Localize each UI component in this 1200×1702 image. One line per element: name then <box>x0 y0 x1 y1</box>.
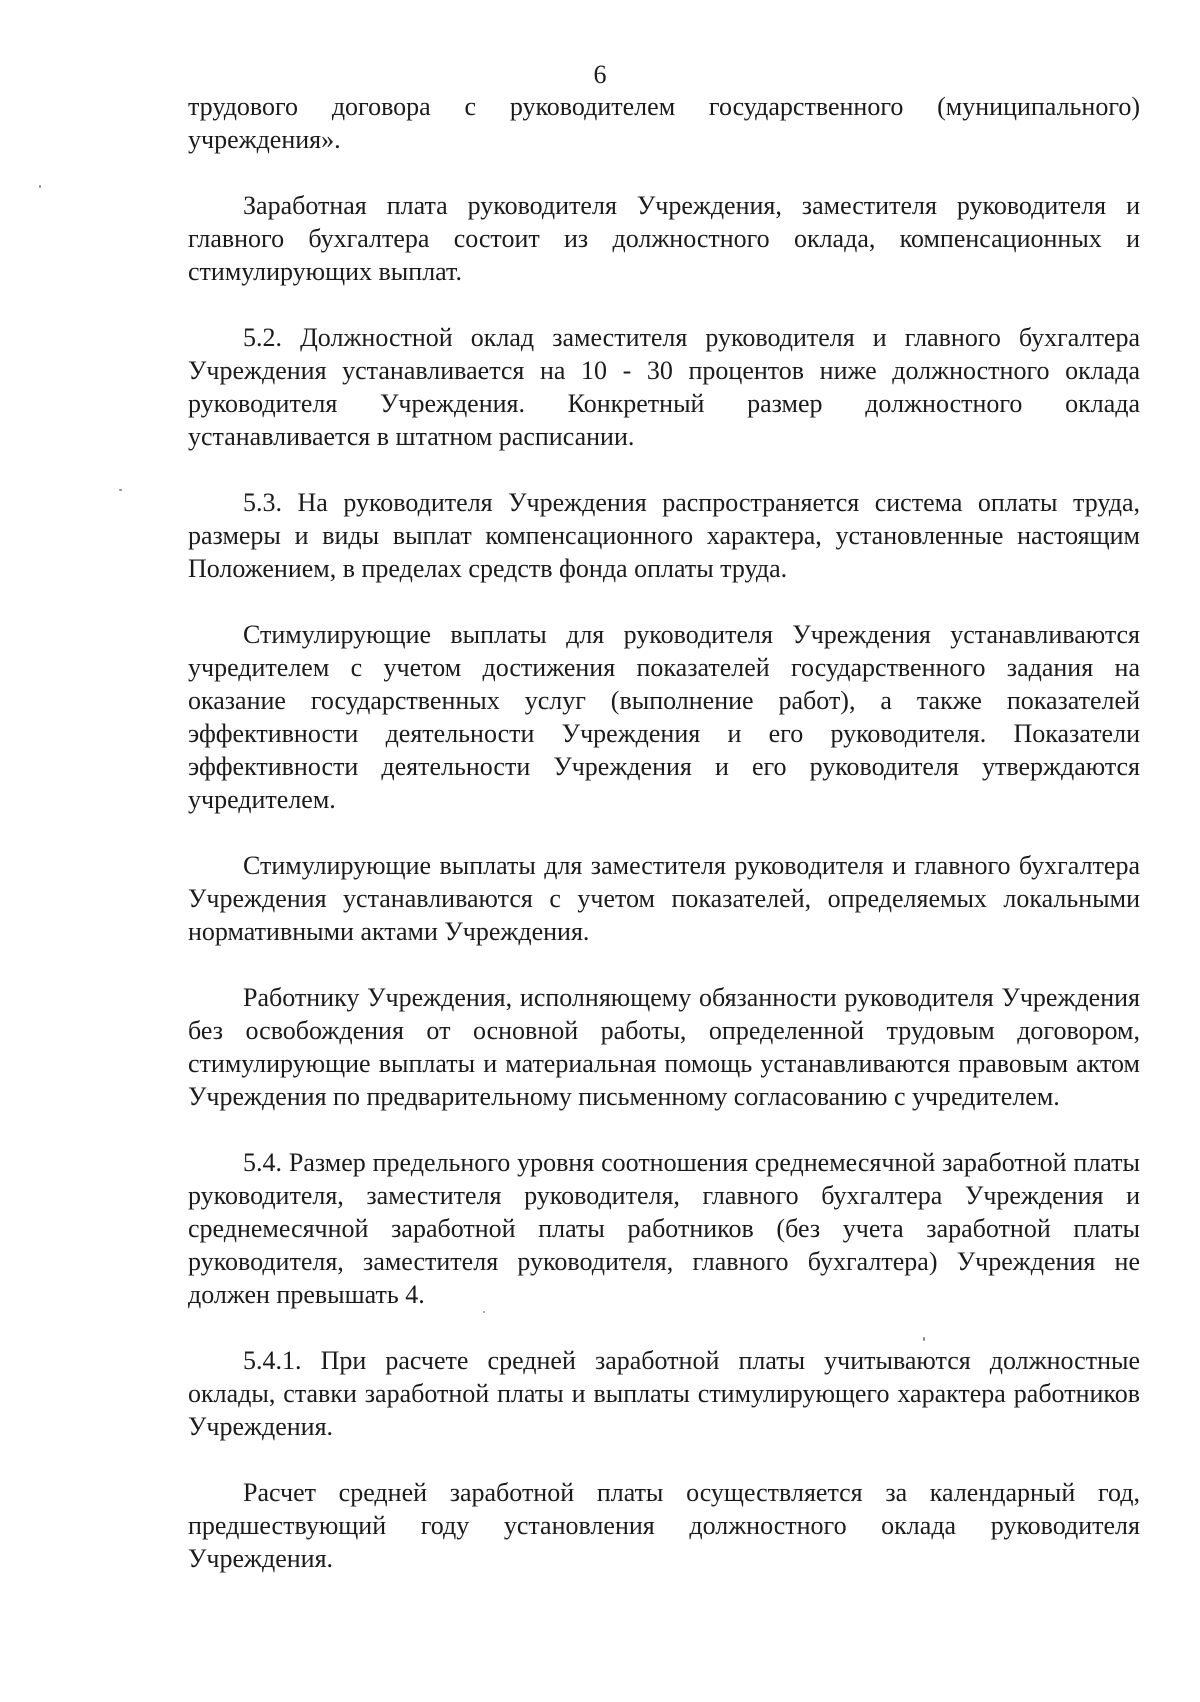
scan-artifact <box>483 1311 485 1313</box>
scan-artifact <box>119 489 122 491</box>
paragraph-5-4-1: 5.4.1. При расчете средней заработной платы учитываются должностные оклады, ставки заработной платы и выплаты стимулирующего характера работников Учреждения. <box>188 1346 1140 1441</box>
paragraph-5-2: 5.2. Должностной оклад заместителя руководителя и главного бухгалтера Учреждения устанавливается на 10 - 30 процентов ниже должностного оклада руководителя Учреждения. Конкретный размер должностного оклада устанавливается в штатном расписании. <box>188 323 1140 451</box>
document-body <box>188 90 1140 1575</box>
paragraph-deputy-incentives: Стимулирующие выплаты для заместителя руководителя и главного бухгалтера Учреждения устанавливаются с учетом показателей, определяемых локальными нормативными актами Учреждения. <box>188 851 1140 946</box>
paragraph-head-incentives: Стимулирующие выплаты для руководителя Учреждения устанавливаются учредителем с учетом достижения показателей государственного задания на оказание государственных услуг (выполнение работ), а также показателей эффективности деятельности Учреждения и его руководителя. Показатели эффективности деятельности Учреждения и его руководителя утверждаются учредителем. <box>188 620 1140 814</box>
paragraph-salary-composition: Заработная плата руководителя Учреждения, заместителя руководителя и главного бухгалтера состоит из должностного оклада, компенсационных и стимулирующих выплат. <box>188 191 1140 286</box>
paragraph-5-3: 5.3. На руководителя Учреждения распространяется система оплаты труда, размеры и виды выплат компенсационного характера, установленные настоящим Положением, в пределах средств фонда оплаты труда. <box>188 488 1140 583</box>
scan-artifact <box>39 185 41 188</box>
paragraph-acting-head: Работнику Учреждения, исполняющему обязанности руководителя Учреждения без освобождения от основной работы, определенной трудовым договором, стимулирующие выплаты и материальная помощь устанавливаются правовым актом Учреждения по предварительному письменному согласованию с учредителем. <box>188 983 1140 1111</box>
scan-artifact <box>923 1337 925 1341</box>
page-number: 6 <box>593 60 607 89</box>
paragraph-calculation-period: Расчет средней заработной платы осуществляется за календарный год, предшествующий году установления должностного оклада руководителя Учреждения. <box>188 1478 1140 1573</box>
paragraph-continuation: трудового договора с руководителем государственного (муниципального) учреждения». <box>188 92 1140 154</box>
paragraph-5-4: 5.4. Размер предельного уровня соотношения среднемесячной заработной платы руководителя, заместителя руководителя, главного бухгалтера Учреждения и среднемесячной заработной платы работников (без учета заработной платы руководителя, заместителя руководителя, главного бухгалтера) Учреждения не должен превышать 4. <box>188 1148 1140 1309</box>
